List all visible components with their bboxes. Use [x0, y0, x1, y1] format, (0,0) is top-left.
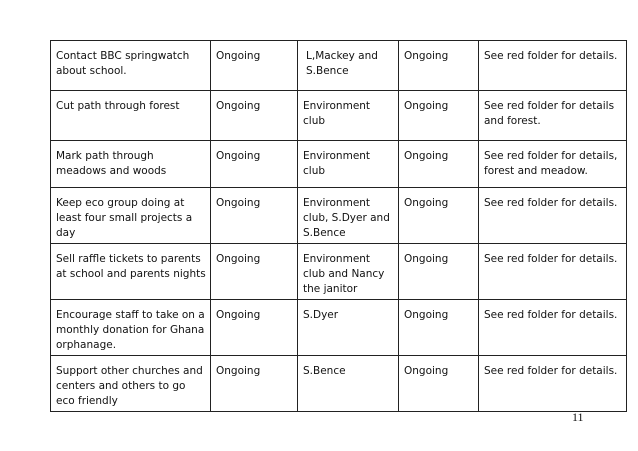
task-cell: Cut path through forest	[51, 91, 211, 141]
notes-cell: See red folder for details and forest.	[479, 91, 627, 141]
notes-cell: See red folder for details.	[479, 41, 627, 91]
notes-cell: See red folder for details.	[479, 188, 627, 244]
responsible-cell: Environment club	[298, 141, 399, 188]
table-row	[51, 188, 627, 244]
notes-cell: See red folder for details.	[479, 300, 627, 356]
page-number: 11	[572, 410, 584, 424]
task-cell: Sell raffle tickets to parents at school and parents nights	[51, 244, 211, 300]
status-cell: Ongoing	[211, 188, 298, 244]
table-row	[51, 41, 627, 91]
progress-cell: Ongoing	[399, 91, 479, 141]
responsible-cell: Environment club and Nancy the janitor	[298, 244, 399, 300]
action-plan-table	[50, 40, 627, 412]
task-cell: Encourage staff to take on a monthly donation for Ghana orphanage.	[51, 300, 211, 356]
responsible-cell: S.Dyer	[298, 300, 399, 356]
table-row	[51, 141, 627, 188]
status-cell: Ongoing	[211, 356, 298, 412]
progress-cell: Ongoing	[399, 141, 479, 188]
progress-cell: Ongoing	[399, 244, 479, 300]
responsible-cell: Environment club, S.Dyer and S.Bence	[298, 188, 399, 244]
task-cell: Keep eco group doing at least four small projects a day	[51, 188, 211, 244]
progress-cell: Ongoing	[399, 356, 479, 412]
task-cell: Mark path through meadows and woods	[51, 141, 211, 188]
status-cell: Ongoing	[211, 244, 298, 300]
progress-cell: Ongoing	[399, 188, 479, 244]
responsible-cell: S.Bence	[298, 356, 399, 412]
table-row	[51, 300, 627, 356]
table-row	[51, 356, 627, 412]
task-cell: Support other churches and centers and others to go eco friendly	[51, 356, 211, 412]
responsible-cell: Environment club	[298, 91, 399, 141]
table-row	[51, 91, 627, 141]
status-cell: Ongoing	[211, 41, 298, 91]
notes-cell: See red folder for details, forest and meadow.	[479, 141, 627, 188]
progress-cell: Ongoing	[399, 300, 479, 356]
notes-cell: See red folder for details.	[479, 244, 627, 300]
status-cell: Ongoing	[211, 91, 298, 141]
table-row	[51, 244, 627, 300]
responsible-cell: L,Mackey and S.Bence	[298, 41, 399, 91]
notes-cell: See red folder for details.	[479, 356, 627, 412]
status-cell: Ongoing	[211, 300, 298, 356]
progress-cell: Ongoing	[399, 41, 479, 91]
task-cell: Contact BBC springwatch about school.	[51, 41, 211, 91]
status-cell: Ongoing	[211, 141, 298, 188]
